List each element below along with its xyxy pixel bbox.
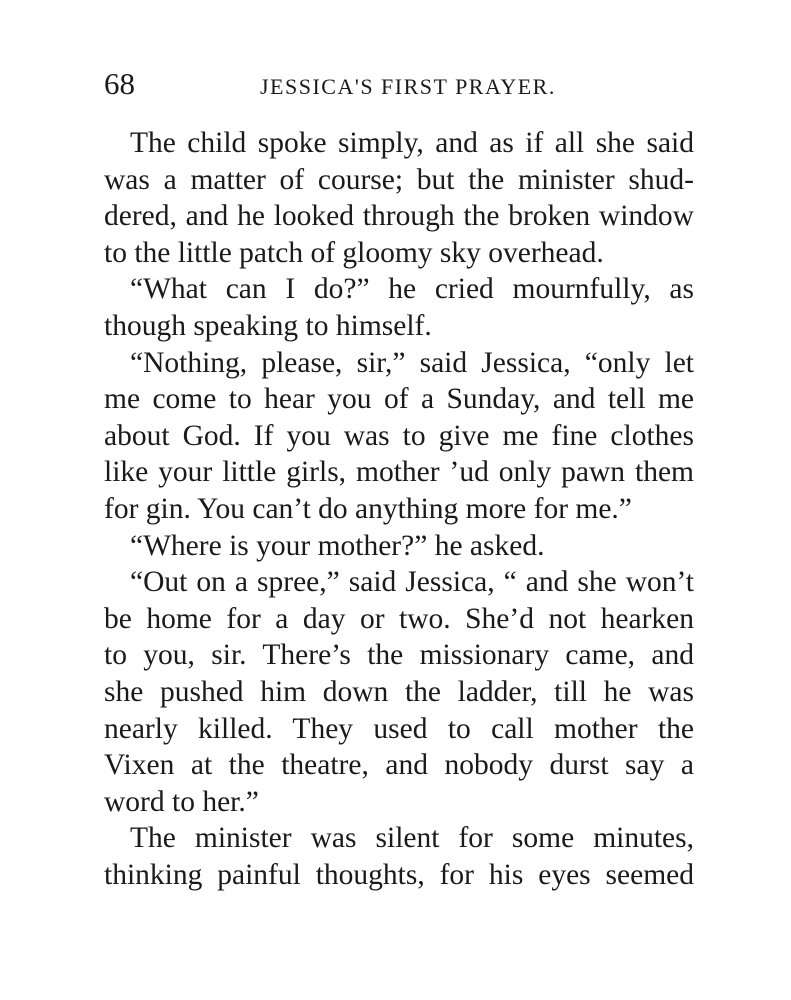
text-line: word to her.” (104, 785, 259, 818)
text-line: be home for a day or two. She’d not hearken (104, 602, 694, 635)
text-line: The child spoke simply, and as if all she said (130, 127, 694, 159)
text-line: “Out on a spree,” said Jessica, “ and she won’t (130, 566, 694, 599)
text-line: she pushed him down the ladder, till he was (104, 675, 694, 708)
text-line: The minister was silent for some minutes, (130, 822, 694, 855)
text-line: about God. If you was to give me fine clothes (104, 419, 694, 452)
text-line: to you, sir. There’s the missionary came, and (104, 639, 694, 672)
text-line: to the little patch of gloomy sky overhead. (104, 236, 604, 269)
text-line: Vixen at the theatre, and nobody durst say a (104, 749, 694, 782)
page-number: 68 (104, 66, 135, 101)
text-line: “Nothing, please, sir,” said Jessica, “only let (130, 346, 694, 379)
text-line: “What can I do?” he cried mournfully, as (130, 273, 694, 306)
text-line: dered, and he looked through the broken window (104, 200, 694, 233)
text-line: though speaking to himself. (104, 309, 432, 342)
running-head (104, 64, 694, 104)
text-line: “Where is your mother?” he asked. (130, 529, 545, 562)
text-line: for gin. You can’t do anything more for me.” (104, 492, 632, 525)
text-line: was a matter of course; but the minister shud- (104, 163, 694, 196)
text-line: like your little girls, mother ’ud only pawn them (104, 456, 694, 489)
text-line: nearly killed. They used to call mother the (104, 712, 694, 745)
running-title: JESSICA'S FIRST PRAYER. (260, 74, 556, 99)
body-text (104, 125, 694, 893)
text-line: me come to hear you of a Sunday, and tell me (104, 383, 694, 416)
text-line: thinking painful thoughts, for his eyes seemed (104, 858, 694, 891)
